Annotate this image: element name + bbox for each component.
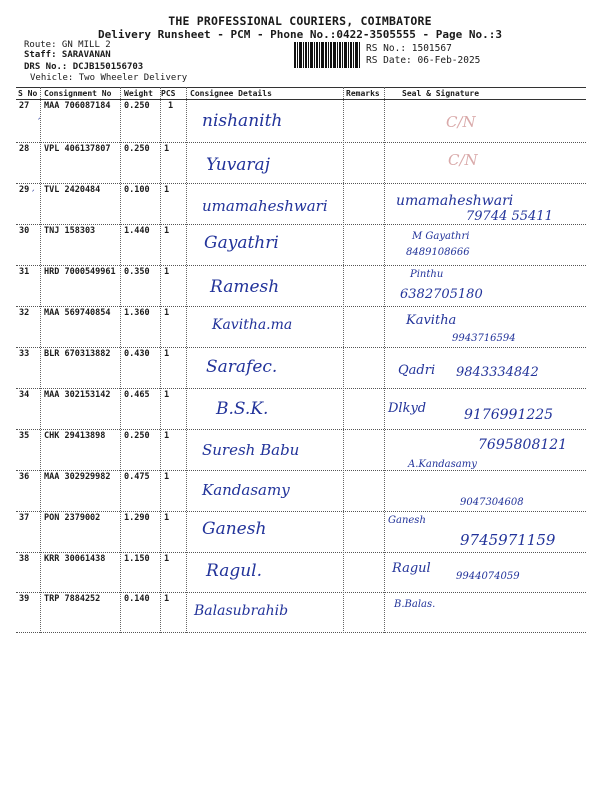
- row-weight: 0.250: [124, 144, 150, 154]
- row-pcs: 1: [164, 267, 170, 277]
- row-weight: 1.360: [124, 308, 150, 318]
- column-header-consignee: Consignee Details: [190, 89, 272, 98]
- signature-handwriting: Qadri: [398, 363, 436, 378]
- row-pcs: 1: [164, 308, 170, 318]
- row-sno: 32: [19, 308, 30, 318]
- consignee-handwriting: Kandasamy: [202, 481, 290, 499]
- row-pcs: 1: [164, 554, 170, 564]
- consignee-handwriting: umamaheshwari: [202, 197, 328, 215]
- row-weight: 1.290: [124, 513, 150, 523]
- row-pcs: 1: [168, 101, 174, 111]
- signature-phone: 9745971159: [460, 531, 556, 549]
- consignee-handwriting: Yuvaraj: [206, 155, 270, 175]
- vehicle-label: Vehicle: Two Wheeler Delivery: [30, 73, 188, 83]
- row-consignment: MAA 302929982: [44, 472, 111, 482]
- consignee-handwriting: Suresh Babu: [202, 441, 300, 459]
- row-pcs: 1: [164, 390, 170, 400]
- consignee-handwriting: Sarafec.: [206, 357, 278, 377]
- consignee-handwriting: B.S.K.: [216, 399, 269, 419]
- row-sno: 36: [19, 472, 30, 482]
- row-weight: 0.100: [124, 185, 150, 195]
- row-consignment: HRD 7000549961: [44, 267, 116, 277]
- row-pcs: 1: [164, 226, 170, 236]
- staff-label: Staff: SARAVANAN: [24, 50, 111, 60]
- row-pcs: 1: [164, 349, 170, 359]
- signature-handwriting: Dlkyd: [388, 401, 427, 416]
- signature-phone: 9176991225: [464, 407, 554, 423]
- consignee-handwriting: nishanith: [202, 111, 283, 131]
- drs-number: DRS No.: DCJB150156703: [24, 62, 144, 72]
- signature-handwriting: M Gayathri: [412, 231, 470, 242]
- row-sno: 39: [19, 594, 30, 604]
- signature-phone: 9944074059: [456, 571, 520, 582]
- column-header-consignment: Consignment No: [44, 89, 112, 98]
- signature-phone: 9943716594: [452, 333, 516, 344]
- row-consignment: MAA 302153142: [44, 390, 111, 400]
- consignee-handwriting: Gayathri: [204, 233, 279, 253]
- signature-phone: 9843334842: [456, 365, 539, 380]
- row-sno: 31: [19, 267, 30, 277]
- row-pcs: 1: [164, 513, 170, 523]
- row-pcs: 1: [164, 472, 170, 482]
- sheet-subtitle: Delivery Runsheet - PCM - Phone No.:0422-3505555 - Page No.:3: [98, 28, 502, 41]
- row-sno: 34: [19, 390, 30, 400]
- row-pcs: 1: [164, 144, 170, 154]
- route-label: Route: GN MILL 2: [24, 40, 111, 50]
- row-weight: 1.440: [124, 226, 150, 236]
- signature-phone: 79744 55411: [466, 209, 553, 224]
- row-sno: 35: [19, 431, 30, 441]
- row-consignment: MAA 569740854: [44, 308, 111, 318]
- column-header-weight: Weight: [124, 89, 153, 98]
- row-weight: 0.350: [124, 267, 150, 277]
- consignee-handwriting: Ganesh: [202, 519, 267, 539]
- signature-handwriting: Kavitha: [406, 313, 457, 328]
- row-sno: 38: [19, 554, 30, 564]
- row-consignment: TVL 2420484: [44, 185, 101, 195]
- column-header-remarks: Remarks: [346, 89, 380, 98]
- signature-handwriting: Ragul: [392, 561, 431, 576]
- signature-phone: 9047304608: [460, 497, 524, 508]
- signature-handwriting: umamaheshwari: [396, 193, 514, 209]
- tick-mark-icon: ´: [36, 118, 42, 128]
- signature-handwriting: C/N: [446, 113, 476, 131]
- row-consignment: TNJ 158303: [44, 226, 96, 236]
- signature-handwriting: A.Kandasamy: [408, 459, 477, 470]
- consignee-handwriting: Kavitha.ma: [212, 317, 293, 333]
- row-consignment: CHK 29413898: [44, 431, 106, 441]
- consignee-handwriting: Balasubrahib: [194, 603, 289, 619]
- row-consignment: MAA 706087184: [44, 101, 111, 111]
- signature-handwriting: 7695808121: [478, 437, 568, 453]
- barcode-icon: [294, 42, 360, 68]
- column-header-sno: S No: [18, 89, 38, 98]
- row-sno: 29: [19, 185, 30, 195]
- row-pcs: 1: [164, 431, 170, 441]
- signature-handwriting: Pinthu: [410, 269, 444, 280]
- consignee-handwriting: Ragul.: [206, 561, 262, 581]
- runsheet-table: [16, 87, 586, 633]
- row-consignment: PON 2379002: [44, 513, 101, 523]
- row-sno: 30: [19, 226, 30, 236]
- signature-handwriting: Ganesh: [388, 515, 426, 526]
- row-consignment: TRP 7884252: [44, 594, 101, 604]
- row-sno: 37: [19, 513, 30, 523]
- tick-mark-icon: ´: [30, 190, 36, 200]
- row-weight: 0.465: [124, 390, 150, 400]
- row-consignment: BLR 670313882: [44, 349, 111, 359]
- column-header-pcs: PCS: [161, 89, 176, 98]
- row-weight: 0.250: [124, 431, 150, 441]
- row-sno: 33: [19, 349, 30, 359]
- row-weight: 1.150: [124, 554, 150, 564]
- signature-phone: 6382705180: [400, 287, 483, 302]
- row-sno: 28: [19, 144, 30, 154]
- row-consignment: VPL 406137807: [44, 144, 111, 154]
- row-weight: 0.250: [124, 101, 150, 111]
- row-sno: 27: [19, 101, 30, 111]
- sheet-title: THE PROFESSIONAL COURIERS, COIMBATORE: [168, 14, 432, 28]
- rs-date: RS Date: 06-Feb-2025: [366, 55, 481, 66]
- row-weight: 0.475: [124, 472, 150, 482]
- signature-phone: 8489108666: [406, 247, 470, 258]
- row-weight: 0.140: [124, 594, 150, 604]
- row-pcs: 1: [164, 594, 170, 604]
- rs-number: RS No.: 1501567: [366, 43, 452, 54]
- consignee-handwriting: Ramesh: [210, 277, 280, 297]
- row-consignment: KRR 30061438: [44, 554, 106, 564]
- row-pcs: 1: [164, 185, 170, 195]
- column-header-seal: Seal & Signature: [402, 89, 480, 98]
- signature-handwriting: C/N: [448, 151, 478, 169]
- signature-handwriting: B.Balas.: [394, 599, 436, 610]
- row-weight: 0.430: [124, 349, 150, 359]
